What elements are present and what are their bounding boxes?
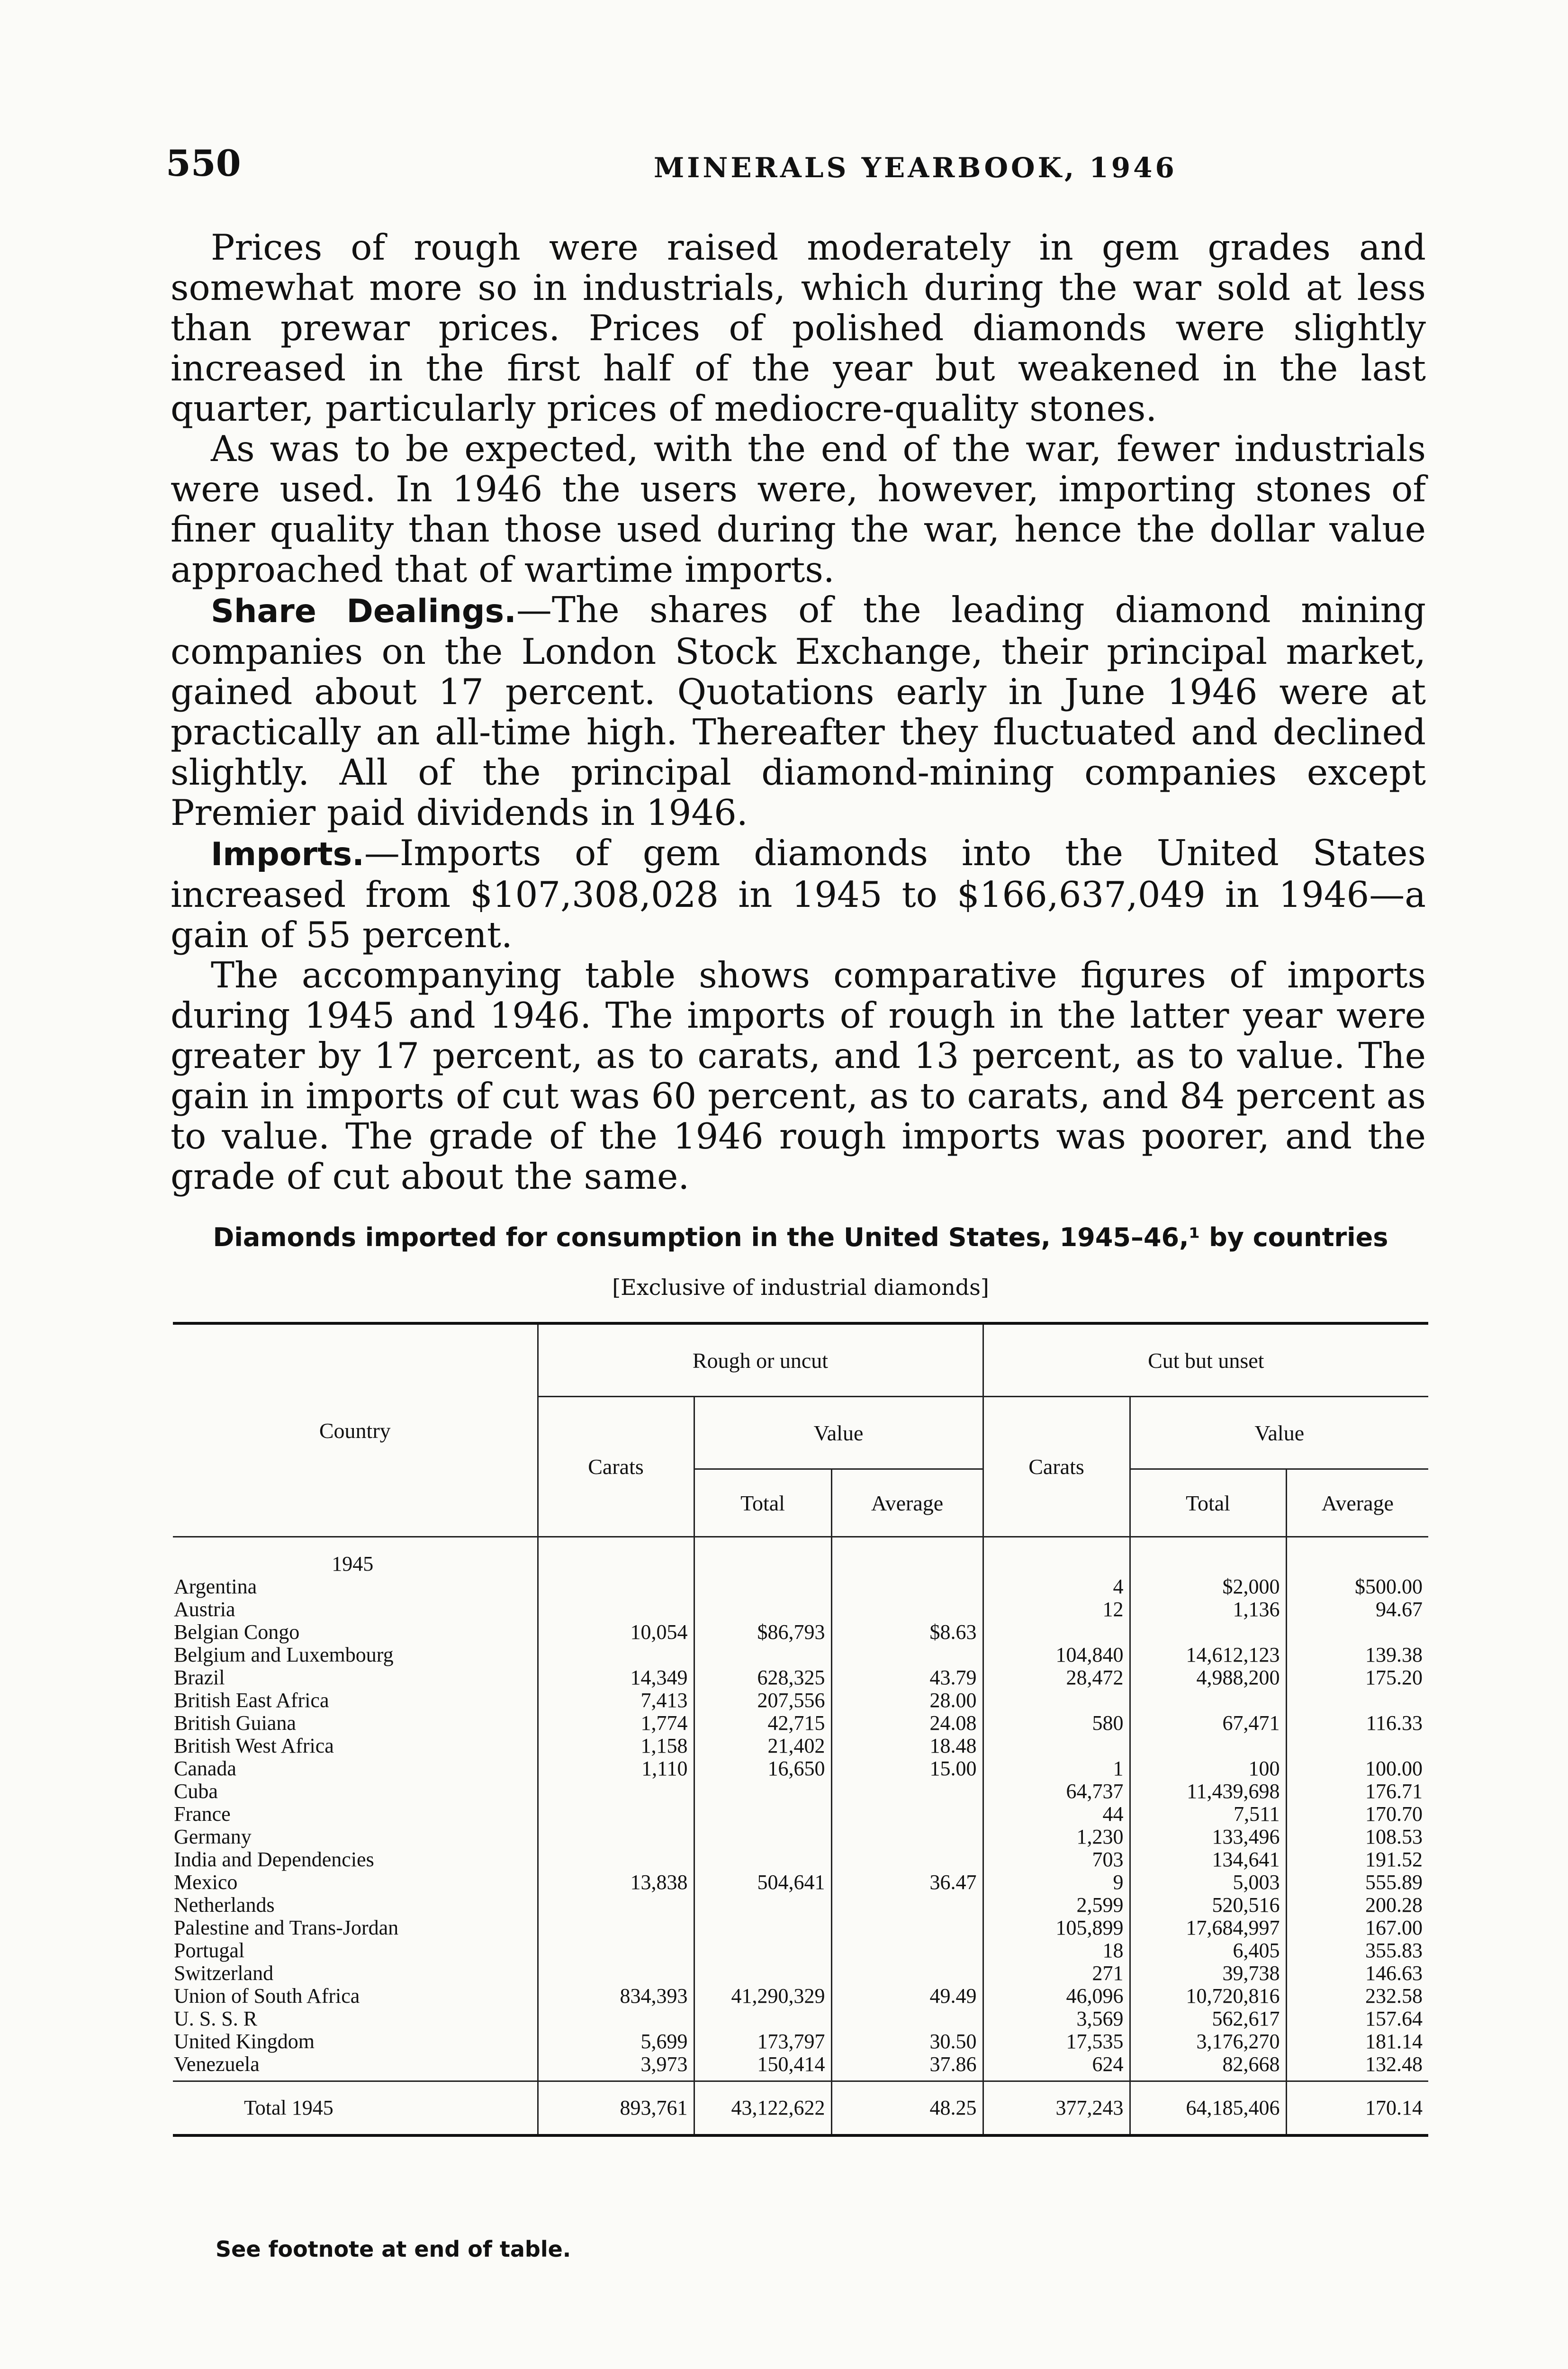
total-rough-average-cell: 48.25 — [831, 2081, 983, 2136]
cut-total-cell: 562,617 — [1130, 2007, 1286, 2030]
paragraph-comparison: The accompanying table shows comparative figures of imports during 1945 and 1946. The imports of rough in the latter year were greater by 17 percent, as to carats, and 13 percent, as to value. The gain in imports of cut was 60 percent, as to carats, and 84 percent as to value. The grade of the 1946 rough imports was poorer, and the grade of cut about the same. — [171, 954, 1426, 1197]
rough-average-cell — [831, 1939, 983, 1962]
rough-total-cell — [694, 1575, 831, 1598]
cut-total-cell: 6,405 — [1130, 1939, 1286, 1962]
table-row — [173, 1598, 1428, 1621]
cut-carats-cell — [983, 1735, 1130, 1757]
table-row — [173, 1712, 1428, 1735]
cut-average-cell — [1286, 1689, 1428, 1712]
rough-total-cell — [694, 1848, 831, 1871]
table-row — [173, 2053, 1428, 2076]
cut-average-cell: 355.83 — [1365, 1939, 1423, 1962]
rough-total-cell: 21,402 — [694, 1735, 831, 1757]
cut-total-cell: 67,471 — [1130, 1712, 1286, 1735]
cut-carats-cell: 46,096 — [983, 1985, 1130, 2007]
rough-average-cell — [831, 1780, 983, 1803]
total-rough-carats-cell: 893,761 — [538, 2081, 694, 2136]
rough-carats-cell — [538, 1917, 694, 1939]
rough-total-cell: 504,641 — [694, 1871, 831, 1894]
cut-total-cell: 520,516 — [1130, 1894, 1286, 1917]
page-header — [166, 142, 1426, 194]
cut-carats-cell: 105,899 — [983, 1917, 1130, 1939]
running-head: MINERALS YEARBOOK, 1946 — [654, 152, 1177, 184]
cut-total-cell: 134,641 — [1130, 1848, 1286, 1871]
country-cell: France — [173, 1803, 538, 1826]
rough-average-cell — [831, 1848, 983, 1871]
country-cell: Union of South Africa — [173, 1985, 538, 2007]
rough-average-cell: 28.00 — [831, 1689, 983, 1712]
rough-total-cell — [694, 1962, 831, 1985]
cut-carats-cell — [983, 1689, 1130, 1712]
cut-total-cell — [1130, 1735, 1286, 1757]
country-cell: Austria — [173, 1598, 538, 1621]
rough-carats-cell — [538, 1598, 694, 1621]
rough-total-header: Total — [694, 1469, 831, 1537]
table-subtitle: [Exclusive of industrial diamonds] — [612, 1275, 989, 1300]
cut-carats-cell: 580 — [983, 1712, 1130, 1735]
cut-total-cell: $2,000 — [1130, 1575, 1286, 1598]
year-row — [173, 1537, 1428, 1576]
country-cell: Germany — [173, 1826, 538, 1848]
rough-total-cell — [694, 1598, 831, 1621]
cut-carats-cell: 271 — [983, 1962, 1130, 1985]
country-cell: Cuba — [173, 1780, 538, 1803]
rough-total-cell: $86,793 — [694, 1621, 831, 1644]
cut-average-cell: 176.71 — [1365, 1780, 1423, 1803]
cut-total-cell: 100 — [1130, 1757, 1286, 1780]
total-cut-total-cell: 64,185,406 — [1130, 2081, 1286, 2136]
rough-average-cell: 37.86 — [831, 2053, 983, 2076]
cut-average-cell — [1286, 1621, 1428, 1644]
rough-carats-cell — [538, 1780, 694, 1803]
table-row — [173, 1962, 1428, 1985]
cut-carats-cell: 12 — [983, 1598, 1130, 1621]
cut-total-cell: 1,136 — [1130, 1598, 1286, 1621]
cut-carats-cell: 28,472 — [983, 1666, 1130, 1689]
country-cell: Belgium and Luxembourg — [173, 1644, 538, 1666]
cut-average-cell: 191.52 — [1365, 1848, 1423, 1871]
cut-average-cell: 200.28 — [1365, 1893, 1423, 1917]
country-cell: Switzerland — [173, 1962, 538, 1985]
cut-total-cell: 10,720,816 — [1130, 1985, 1286, 2007]
rough-carats-cell: 10,054 — [538, 1621, 694, 1644]
country-cell: Netherlands — [173, 1894, 538, 1917]
cut-average-cell: 100.00 — [1365, 1757, 1423, 1780]
rough-total-cell — [694, 2007, 831, 2030]
rough-carats-cell: 14,349 — [538, 1666, 694, 1689]
cut-total-cell: 39,738 — [1130, 1962, 1286, 1985]
rough-carats-cell — [538, 1803, 694, 1826]
country-column-header: Country — [173, 1323, 538, 1537]
table-row — [173, 1780, 1428, 1803]
year-label: 1945 — [173, 1537, 538, 1576]
rough-average-cell — [831, 1803, 983, 1826]
cut-carats-cell: 44 — [983, 1803, 1130, 1826]
cut-average-cell: 157.64 — [1365, 2007, 1423, 2030]
table-row — [173, 1871, 1428, 1894]
paragraph-share-dealings — [171, 590, 1426, 833]
rough-total-cell: 16,650 — [694, 1757, 831, 1780]
cut-total-cell: 4,988,200 — [1130, 1666, 1286, 1689]
cut-total-cell: 11,439,698 — [1130, 1780, 1286, 1803]
rough-carats-cell: 13,838 — [538, 1871, 694, 1894]
total-country-cell: Total 1945 — [173, 2081, 538, 2136]
table-row — [173, 1803, 1428, 1826]
cut-average-cell: 108.53 — [1365, 1825, 1423, 1848]
cut-carats-cell: 17,535 — [983, 2030, 1130, 2053]
rough-total-cell: 207,556 — [694, 1689, 831, 1712]
cut-average-cell: 94.67 — [1376, 1598, 1423, 1621]
rough-average-cell — [831, 1962, 983, 1985]
rough-carats-cell: 1,110 — [538, 1757, 694, 1780]
body-text — [171, 227, 1426, 1197]
country-cell: Portugal — [173, 1939, 538, 1962]
table-title: Diamonds imported for consumption in the United States, 1945–46,¹ by countries — [213, 1222, 1388, 1252]
cut-carats-cell — [983, 1621, 1130, 1644]
paragraph-prices: Prices of rough were raised moderately in gem grades and somewhat more so in industrials, which during the war sold at less than prewar prices. Prices of polished diamonds were slightly increased in the first half of the year but weakened in the last quarter, particularly prices of mediocre-quality stones. — [171, 226, 1426, 429]
rough-average-cell: $8.63 — [831, 1621, 983, 1644]
cut-total-header: Total — [1130, 1469, 1286, 1537]
table-row — [173, 1644, 1428, 1666]
table-row — [173, 1735, 1428, 1757]
country-cell: Venezuela — [173, 2053, 538, 2076]
share-dealings-text: —The shares of the leading diamond mining companies on the London Stock Exchange, their principal market, gained about 17 percent. Quotations early in June 1946 were at practically an all-time high. Thereafter they fluctuated and declined slightly. All of the principal diamond-mining companies except Premier paid dividends in 1946. — [171, 589, 1426, 833]
rough-total-cell: 173,797 — [694, 2030, 831, 2053]
cut-average-header: Average — [1286, 1469, 1428, 1537]
cut-average-cell: 232.58 — [1365, 1984, 1423, 2007]
rough-average-cell: 18.48 — [831, 1735, 983, 1757]
cut-average-cell: 132.48 — [1365, 2053, 1423, 2076]
rough-carats-cell — [538, 1575, 694, 1598]
rough-carats-cell: 1,158 — [538, 1735, 694, 1757]
cut-total-cell — [1130, 1621, 1286, 1644]
cut-total-cell: 82,668 — [1130, 2053, 1286, 2076]
cut-carats-cell: 703 — [983, 1848, 1130, 1871]
country-cell: Argentina — [173, 1575, 538, 1598]
diamond-imports-table — [173, 1322, 1428, 2137]
table-row — [173, 1621, 1428, 1644]
country-cell: Palestine and Trans-Jordan — [173, 1917, 538, 1939]
cut-carats-header: Carats — [983, 1397, 1130, 1537]
total-cut-carats-cell: 377,243 — [983, 2081, 1130, 2136]
cut-average-cell: 175.20 — [1365, 1666, 1423, 1689]
rough-total-cell — [694, 1917, 831, 1939]
rough-carats-cell — [538, 1848, 694, 1871]
table-row — [173, 1666, 1428, 1689]
table-row — [173, 1575, 1428, 1598]
share-dealings-heading: Share Dealings. — [211, 593, 516, 630]
cut-carats-cell: 104,840 — [983, 1644, 1130, 1666]
country-cell: British Guiana — [173, 1712, 538, 1735]
cut-group-header: Cut but unset — [983, 1323, 1428, 1397]
table-row — [173, 1848, 1428, 1871]
rough-total-cell — [694, 1780, 831, 1803]
rough-average-cell — [831, 1826, 983, 1848]
rough-carats-header: Carats — [538, 1397, 694, 1537]
rough-carats-cell — [538, 1962, 694, 1985]
cut-average-cell: 116.33 — [1366, 1711, 1423, 1735]
rough-total-cell — [694, 1826, 831, 1848]
cut-average-cell: 167.00 — [1365, 1916, 1423, 1939]
cut-total-cell: 14,612,123 — [1130, 1644, 1286, 1666]
cut-carats-cell: 1 — [983, 1757, 1130, 1780]
table-row — [173, 1939, 1428, 1962]
total-rough-total-cell: 43,122,622 — [694, 2081, 831, 2136]
cut-carats-cell: 624 — [983, 2053, 1130, 2076]
total-cut-average-cell: 170.14 — [1286, 2081, 1428, 2136]
table-row — [173, 2007, 1428, 2030]
country-cell: British West Africa — [173, 1735, 538, 1757]
rough-average-cell — [831, 1894, 983, 1917]
rough-average-cell — [831, 1917, 983, 1939]
cut-average-cell: 146.63 — [1365, 1962, 1423, 1985]
cut-total-cell: 17,684,997 — [1130, 1917, 1286, 1939]
rough-total-cell — [694, 1644, 831, 1666]
rough-total-cell — [694, 1803, 831, 1826]
imports-heading: Imports. — [211, 836, 364, 873]
table-row — [173, 1985, 1428, 2007]
rough-total-cell: 41,290,329 — [694, 1985, 831, 2007]
rough-carats-cell — [538, 1939, 694, 1962]
rough-average-cell — [831, 1644, 983, 1666]
cut-average-cell — [1286, 1735, 1428, 1757]
country-cell: Mexico — [173, 1871, 538, 1894]
cut-total-cell: 5,003 — [1130, 1871, 1286, 1894]
rough-total-cell — [694, 1894, 831, 1917]
rough-average-cell — [831, 1598, 983, 1621]
cut-carats-cell: 18 — [983, 1939, 1130, 1962]
country-cell: Brazil — [173, 1666, 538, 1689]
rough-carats-cell — [538, 1894, 694, 1917]
rough-carats-cell — [538, 2007, 694, 2030]
country-cell: British East Africa — [173, 1689, 538, 1712]
page-number: 550 — [166, 142, 241, 184]
rough-carats-cell: 3,973 — [538, 2053, 694, 2076]
cut-average-cell: 555.89 — [1365, 1871, 1423, 1894]
country-cell: United Kingdom — [173, 2030, 538, 2053]
cut-total-cell — [1130, 1689, 1286, 1712]
rough-average-cell: 36.47 — [831, 1871, 983, 1894]
rough-total-cell: 150,414 — [694, 2053, 831, 2076]
rough-total-cell — [694, 1939, 831, 1962]
rough-carats-cell — [538, 1826, 694, 1848]
paragraph-imports — [171, 833, 1426, 955]
table-row — [173, 1894, 1428, 1917]
rough-total-cell: 42,715 — [694, 1712, 831, 1735]
cut-carats-cell: 3,569 — [983, 2007, 1130, 2030]
rough-carats-cell: 7,413 — [538, 1689, 694, 1712]
cut-carats-cell: 4 — [983, 1575, 1130, 1598]
rough-value-header: Value — [694, 1397, 983, 1469]
cut-carats-cell: 64,737 — [983, 1780, 1130, 1803]
country-cell: India and Dependencies — [173, 1848, 538, 1871]
cut-value-header: Value — [1130, 1397, 1428, 1469]
cut-average-cell: $500.00 — [1355, 1575, 1423, 1598]
rough-average-cell: 24.08 — [831, 1712, 983, 1735]
cut-total-cell: 3,176,270 — [1130, 2030, 1286, 2053]
rough-average-cell — [831, 2007, 983, 2030]
rough-carats-cell: 5,699 — [538, 2030, 694, 2053]
table-row — [173, 2030, 1428, 2053]
cut-average-cell: 170.70 — [1365, 1802, 1423, 1826]
rough-average-cell: 43.79 — [831, 1666, 983, 1689]
rough-average-cell: 15.00 — [831, 1757, 983, 1780]
cut-average-cell: 181.14 — [1365, 2030, 1423, 2053]
rough-group-header: Rough or uncut — [538, 1323, 983, 1397]
table-row — [173, 1757, 1428, 1780]
footnote: See footnote at end of table. — [216, 2236, 571, 2262]
rough-carats-cell — [538, 1644, 694, 1666]
rough-total-cell: 628,325 — [694, 1666, 831, 1689]
rough-average-cell — [831, 1575, 983, 1598]
table-row — [173, 1689, 1428, 1712]
rough-carats-cell: 1,774 — [538, 1712, 694, 1735]
paragraph-industrials: As was to be expected, with the end of the war, fewer industrials were used. In 1946 the users were, however, importing stones of finer quality than those used during the war, hence the dollar value approached that of wartime imports. — [171, 428, 1426, 590]
country-cell: Canada — [173, 1757, 538, 1780]
cut-total-cell: 7,511 — [1130, 1803, 1286, 1826]
rough-carats-cell: 834,393 — [538, 1985, 694, 2007]
rough-average-cell: 30.50 — [831, 2030, 983, 2053]
rough-average-header: Average — [831, 1469, 983, 1537]
cut-carats-cell: 1,230 — [983, 1826, 1130, 1848]
country-cell: Belgian Congo — [173, 1621, 538, 1644]
cut-average-cell: 139.38 — [1365, 1643, 1423, 1666]
cut-carats-cell: 9 — [983, 1871, 1130, 1894]
cut-carats-cell: 2,599 — [983, 1894, 1130, 1917]
rough-average-cell: 49.49 — [831, 1985, 983, 2007]
table-row — [173, 1917, 1428, 1939]
country-cell: U. S. S. R — [173, 2007, 538, 2030]
cut-total-cell: 133,496 — [1130, 1826, 1286, 1848]
total-row — [173, 2081, 1428, 2136]
table-row — [173, 1826, 1428, 1848]
imports-text: —Imports of gem diamonds into the United States increased from $107,308,028 in 1945 to $166,637,049 in 1946—a gain of 55 percent. — [171, 832, 1426, 956]
